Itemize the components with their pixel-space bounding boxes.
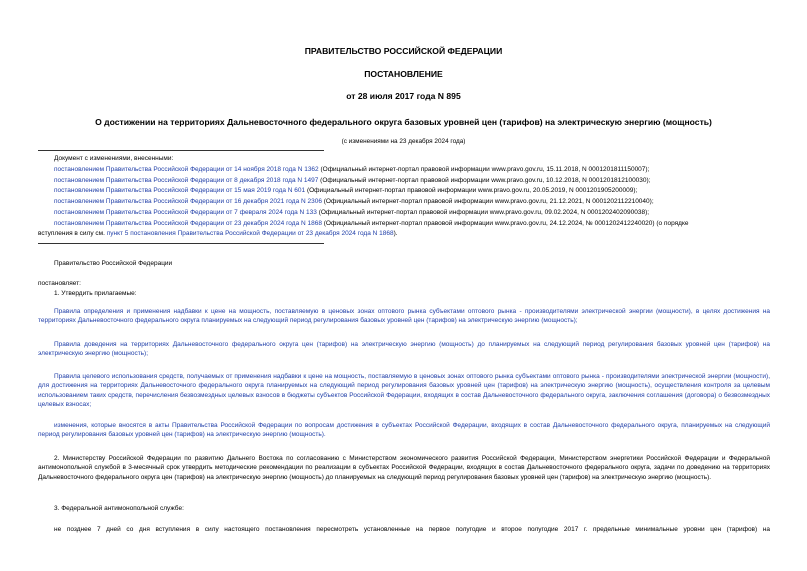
rules-link-2[interactable]: Правила доведения на территориях Дальневосточного федерального округа цен (тарифов) на электрическую энергию (мощность) до планируемых на следующий период регулирования базовых уровней цен (тарифов) на электрическую энергию (мощность); [38,341,770,358]
amendment-source: (Официальный интернет-портал правовой информации www.pravo.gov.ru, 09.02.2024, N 0001202402090038); [316,209,650,216]
divider-bottom [38,243,324,244]
paragraph-1c [38,372,770,410]
rules-link-3[interactable]: Правила целевого использования средств, получаемых от применения надбавки к цене на мощность, поставляемую в ценовых зонах оптового рынка субъектами оптового рынка - производителями электрической энергии (мощности), для достижения на территориях Дальневосточного федерального округа планируемых на следующий период регулирования базовых уровней цен (тарифов) на электрическую энергию (мощность), осуществления контроля за целевым использованием таких средств, перечисления безвозмездных целевых взносов в бюджеты субъектов Российской Федерации, входящих в состав Дальневосточного федерального округа, заключения соглашения (договора) о безвозмездных целевых взносах; [38,373,770,409]
amendment-item [54,198,654,206]
paragraph-1d [38,421,770,440]
amendment-item [54,177,651,185]
paragraph-3a: не позднее 7 дней со дня вступления в силу настоящего постановления пересмотреть установленные на первое полугодие и второе полугодие 2017 г. предельные минимальные уровни цен (тарифов) на [54,526,770,533]
amendment-link[interactable]: постановлением Правительства Российской Федерации от 7 февраля 2024 года N 133 [54,209,317,216]
document-type-heading: ПОСТАНОВЛЕНИЕ [364,69,443,79]
document-title: О достижении на территориях Дальневосточного федерального округа базовых уровней цен (тарифов) на электрическую энергию (мощность) [95,117,712,127]
amendment-item [54,209,649,217]
amendment-item [54,187,637,195]
amendments-link[interactable]: изменения, которые вносятся в акты Правительства Российской Федерации по вопросам достижения в субъектах Российской Федерации, входящих в состав Дальневосточного федерального округа, планируемых на следующий период регулирования базовых уровней цен (тарифов) на электрическую энергию (мощность). [38,422,770,439]
issuer-line: Правительство Российской Федерации [54,260,173,267]
amendment-source: (Официальный интернет-портал правовой информации www.pravo.gov.ru, 24.12.2024, № 0001202412240020) (о порядке [321,220,689,227]
paragraph-2: 2. Министерству Российской Федерации по развитию Дальнего Востока по согласованию с Министерством экономического развития Российской Федерации, Министерством энергетики Российской Федерации и Федеральной антимонопольной службой в 3-месячный срок утвердить методические рекомендации по реализации в субъектах Российской Федерации, входящих в состав Дальневосточного федерального округа, задачи по доведению на территориях Дальневосточного федерального округа цен (тарифов) на электрическую энергию (мощность) до планируемых на следующий период регулирования базовых уровней цен (тарифов) на электрическую энергию (мощность). [38,455,770,481]
decides-line: постановляет: [38,280,81,287]
amendment-source: (Официальный интернет-портал правовой информации www.pravo.gov.ru, 20.05.2019, N 0001201905200009); [305,187,638,194]
paragraph-3: 3. Федеральной антимонопольной службе: [54,505,184,512]
amendment-source: (Официальный интернет-портал правовой информации www.pravo.gov.ru, 21.12.2021, N 0001202112210040); [321,198,654,205]
amendment-source: (Официальный интернет-портал правовой информации www.pravo.gov.ru, 15.11.2018, N 0001201811150007); [318,166,650,173]
revision-note: (с изменениями на 23 декабря 2024 года) [341,138,466,145]
amendment-link[interactable]: постановлением Правительства Российской Федерации от 16 декабря 2021 года N 2306 [54,198,322,205]
amendment-continuation: вступления в силу см. пункт 5 постановления Правительства Российской Федерации от 23 декабря 2024 года N 1868). [38,230,398,237]
government-heading: ПРАВИТЕЛЬСТВО РОССИЙСКОЙ ФЕДЕРАЦИИ [304,46,503,56]
rules-link-1[interactable]: Правила определения и применения надбавки к цене на мощность, поставляемую в ценовых зонах оптового рынка субъектами оптового рынка - производителями электрической энергии (мощности), в целях достижения на территориях Дальневосточного федерального округа планируемых на следующий период регулирования базовых уровней цен (тарифов) на электрическую энергию (мощность); [38,308,770,325]
entry-into-force-link[interactable]: пункт 5 постановления Правительства Российской Федерации от 23 декабря 2024 года N 1868 [106,230,394,237]
amendment-link[interactable]: постановлением Правительства Российской Федерации от 14 ноября 2018 года N 1362 [54,166,319,173]
date-number-heading: от 28 июля 2017 года N 895 [346,91,461,101]
divider-top [38,150,324,151]
paragraph-1b [38,340,770,359]
amendment-link[interactable]: постановлением Правительства Российской Федерации от 15 мая 2019 года N 601 [54,187,306,194]
paragraph-1: 1. Утвердить прилагаемые: [54,290,137,297]
amendment-link[interactable]: постановлением Правительства Российской Федерации от 23 декабря 2024 года N 1868 [54,220,322,227]
paragraph-1a [38,307,770,326]
amendment-item [54,166,649,174]
amendment-link[interactable]: постановлением Правительства Российской Федерации от 8 декабря 2018 года N 1497 [54,177,319,184]
amendments-intro: Документ с изменениями, внесенными: [54,155,174,162]
amendment-item [54,220,689,228]
amendment-source: (Официальный интернет-портал правовой информации www.pravo.gov.ru, 10.12.2018, N 0001201812100030); [318,177,651,184]
